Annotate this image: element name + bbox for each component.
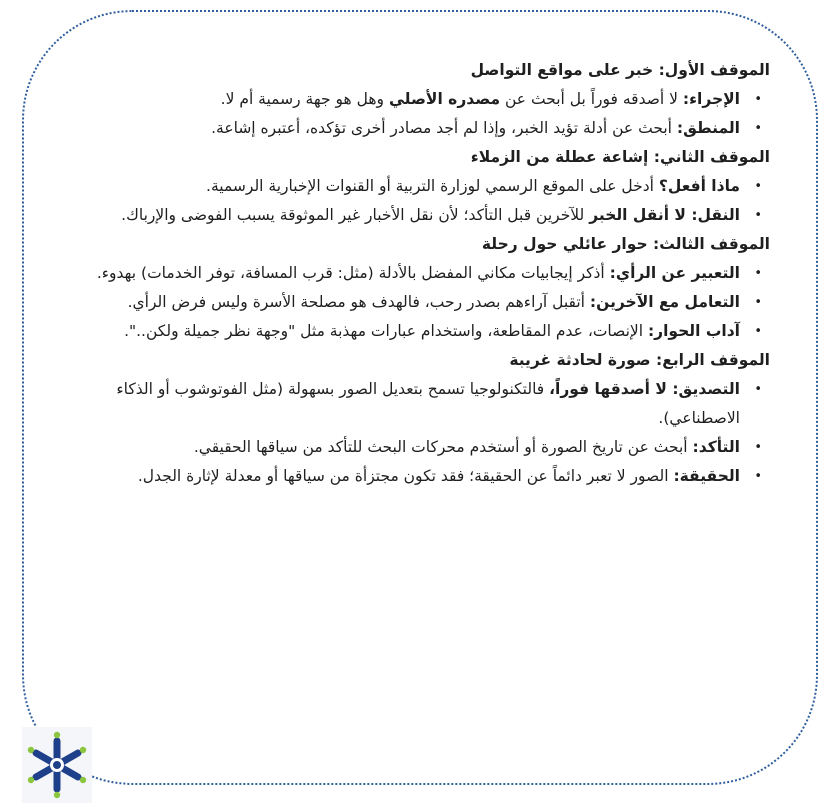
item-lead: الحقيقة: [673, 467, 740, 485]
star-asterisk-logo-icon [22, 727, 92, 803]
item-text: الإنصات، عدم المقاطعة، واستخدام عبارات مهذبة مثل "وجهة نظر جميلة ولكن..". [124, 322, 648, 340]
item-lead: التعبير عن الرأي: [609, 264, 740, 282]
list-item [70, 172, 740, 201]
list-item [70, 85, 740, 114]
list-item [70, 462, 740, 491]
section-list [70, 85, 770, 143]
section-list [70, 259, 770, 346]
section-3 [70, 230, 770, 346]
section-heading [70, 230, 770, 259]
list-item [70, 201, 740, 230]
item-lead: التصديق: لا أصدقها فوراً، [549, 380, 740, 398]
item-lead: آداب الحوار: [647, 322, 740, 340]
section-4 [70, 346, 770, 491]
item-tail: وهل هو جهة رسمية أم لا. [220, 90, 389, 108]
section-label: الموقف الرابع: [656, 351, 770, 369]
item-lead: النقل: لا أنقل الخبر [589, 206, 740, 224]
item-text: أدخل على الموقع الرسمي لوزارة التربية أو القنوات الإخبارية الرسمية. [206, 177, 659, 195]
list-item [70, 433, 740, 462]
item-text: أتقبل آراءهم بصدر رحب، فالهدف هو مصلحة الأسرة وليس فرض الرأي. [127, 293, 590, 311]
section-list [70, 172, 770, 230]
section-label: الموقف الأول: [658, 61, 770, 79]
list-item [70, 317, 740, 346]
section-heading [70, 143, 770, 172]
section-label: الموقف الثالث: [653, 235, 770, 253]
item-text: أذكر إيجابيات مكاني المفضل بالأدلة (مثل: قرب المسافة، توفر الخدمات) بهدوء. [96, 264, 610, 282]
section-label: الموقف الثاني: [653, 148, 770, 166]
item-lead: التأكد: [692, 438, 740, 456]
item-text: أبحث عن تاريخ الصورة أو أستخدم محركات البحث للتأكد من سياقها الحقيقي. [193, 438, 693, 456]
section-list [70, 375, 770, 491]
section-topic: خبر على مواقع التواصل [470, 61, 654, 79]
section-1 [70, 56, 770, 143]
list-item [70, 259, 740, 288]
list-item [70, 288, 740, 317]
section-2 [70, 143, 770, 230]
item-strong: مصدره الأصلي [388, 90, 501, 108]
section-topic: صورة لحادثة غريبة [509, 351, 651, 369]
item-lead: الإجراء: [682, 90, 740, 108]
item-lead: المنطق: [676, 119, 740, 137]
list-item [70, 375, 740, 433]
section-heading [70, 56, 770, 85]
item-text: الصور لا تعبر دائماً عن الحقيقة؛ فقد تكون مجتزأة من سياقها أو معدلة لإثارة الجدل. [137, 467, 674, 485]
section-topic: إشاعة عطلة من الزملاء [470, 148, 649, 166]
list-item [70, 114, 740, 143]
item-lead: التعامل مع الآخرين: [589, 293, 740, 311]
item-text: أبحث عن أدلة تؤيد الخبر، وإذا لم أجد مصادر أخرى تؤكده، أعتبره إشاعة. [211, 119, 677, 137]
document-body [70, 56, 770, 491]
item-text: لا أصدقه فوراً بل أبحث عن [500, 90, 683, 108]
item-text: للآخرين قبل التأكد؛ لأن نقل الأخبار غير الموثوقة يسبب الفوضى والإرباك. [121, 206, 590, 224]
section-topic: حوار عائلي حول رحلة [481, 235, 648, 253]
item-text: فالتكنولوجيا تسمح بتعديل الصور بسهولة (مثل الفوتوشوب أو الذكاء الاصطناعي). [116, 380, 740, 427]
item-lead: ماذا أفعل؟ [658, 177, 740, 195]
logo-graphic [22, 727, 92, 803]
section-heading [70, 346, 770, 375]
